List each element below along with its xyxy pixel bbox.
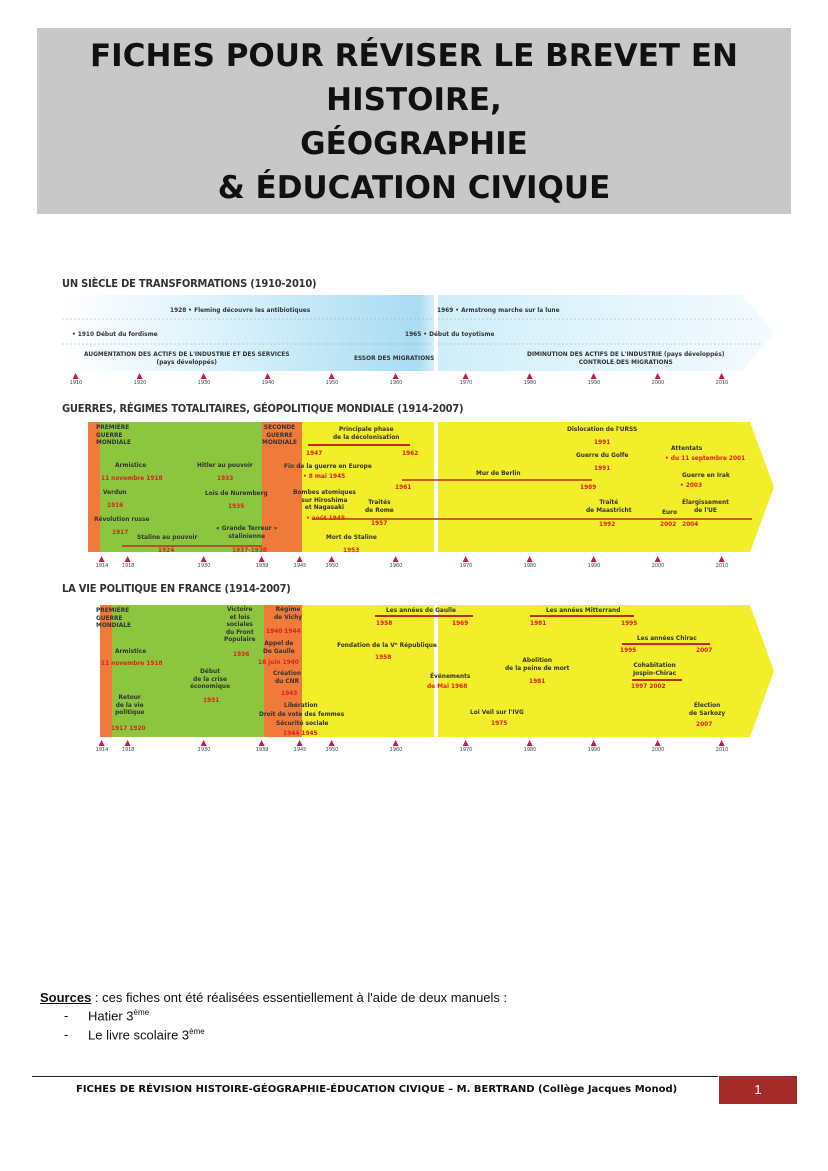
frise2-title: GUERRES, RÉGIMES TOTALITAIRES, GÉOPOLITIQUE MONDIALE (1914-2007) bbox=[62, 402, 464, 415]
frise1-tick: 2000 bbox=[652, 373, 665, 386]
frise2-euro: Euro bbox=[662, 508, 678, 516]
frise3-vrep-year: 1958 bbox=[375, 653, 392, 661]
bullet-dash: - bbox=[64, 1008, 69, 1024]
frise3-ww1 bbox=[96, 607, 131, 630]
frise2-decol-end: 1962 bbox=[402, 449, 419, 457]
sources-item-hatier bbox=[64, 1008, 149, 1023]
footer-rule bbox=[32, 1076, 718, 1077]
frise2-terreur-l2: stalinienne bbox=[228, 531, 266, 540]
frise3-gaulle-start: 1958 bbox=[376, 619, 393, 627]
frise3-ivg: Loi Veil sur l'IVG bbox=[470, 708, 524, 716]
frise3-retour-l3: politique bbox=[115, 708, 145, 716]
frise2-decol-l2: de la décolonisation bbox=[333, 432, 400, 441]
frise3-appel-date: 18 juin 1940 bbox=[258, 658, 299, 666]
frise3-abolition-year: 1981 bbox=[529, 677, 546, 685]
frise2-break bbox=[434, 420, 438, 555]
frise2-tick: 1945 bbox=[294, 556, 307, 569]
frise3-appel-l1: Appel de bbox=[264, 639, 294, 647]
frise3-vichy bbox=[274, 606, 302, 621]
frise3-armistice: Armistice bbox=[115, 647, 147, 655]
frise3-mai68-date: de Mai 1968 bbox=[427, 682, 468, 690]
frise2-maastricht bbox=[586, 499, 632, 514]
frise3-gaulle: Les années de Gaulle bbox=[386, 606, 457, 614]
footer-text: FICHES DE RÉVISION HISTOIRE-GÉOGRAPHIE-ÉDUCATION CIVIQUE – M. BERTRAND (Collège Jacques Monod) bbox=[76, 1084, 678, 1095]
frise1-tick: 1990 bbox=[588, 373, 601, 386]
frise2-ue-l1: Élargissement bbox=[682, 498, 729, 506]
frise3-sarkozy-l2: de Sarkozy bbox=[689, 708, 726, 717]
frise2-terreur-l1: « Grande Terreur » bbox=[216, 524, 278, 532]
frise3-tick: 1939 bbox=[256, 740, 269, 753]
frise3-tick: 2010 bbox=[716, 740, 729, 753]
frise3-crise-l2: de la crise bbox=[193, 674, 228, 683]
frise3-ww1-l2: GUERRE bbox=[96, 613, 123, 622]
frise3-chirac-start: 1995 bbox=[620, 646, 637, 654]
frise2-hitler: Hitler au pouvoir bbox=[197, 461, 253, 469]
frise3-mitterrand-rule bbox=[530, 615, 634, 617]
frise3-retour-l2: de la vie bbox=[115, 700, 144, 709]
frise2-decol-start: 1947 bbox=[306, 449, 323, 457]
frise3-cohab-l2: Jospin-Chirac bbox=[633, 668, 677, 677]
frise3-crise-l1: Début bbox=[200, 667, 221, 675]
frise2-armistice-date: 11 novembre 1918 bbox=[101, 474, 163, 482]
frise2-irak-year: • 2003 bbox=[680, 481, 703, 489]
frise2-ww2-l2: GUERRE bbox=[266, 430, 293, 439]
frise2-decol bbox=[333, 426, 399, 441]
frise2-tick: 1930 bbox=[198, 556, 211, 569]
sources-item-livre-scolaire bbox=[64, 1027, 205, 1042]
frise2-tick: 1939 bbox=[256, 556, 269, 569]
frise3-cnr-l2: du CNR bbox=[275, 676, 300, 685]
frise3-crise bbox=[190, 668, 230, 691]
frise2-ue-l2: de l'UE bbox=[694, 505, 717, 514]
title-line-2: HISTOIRE, bbox=[326, 82, 502, 118]
title-banner bbox=[37, 28, 791, 214]
frise3-chirac: Les années Chirac bbox=[637, 634, 697, 642]
frise3-cohab bbox=[633, 662, 676, 677]
frise2-ww1-l1: PREMIÈRE bbox=[96, 423, 130, 431]
frise2-fin-guerre: Fin de la guerre en Europe bbox=[284, 462, 372, 470]
frise3-tick: 1914 bbox=[96, 740, 109, 753]
bullet-dash: - bbox=[64, 1027, 69, 1043]
frise3-ivg-year: 1975 bbox=[491, 719, 508, 727]
frise3-sarkozy-year: 2007 bbox=[696, 720, 713, 728]
frise3-vichy-l1: Régime bbox=[275, 605, 301, 613]
frise1-tick: 1920 bbox=[134, 373, 147, 386]
frise2-verdun: Verdun bbox=[103, 488, 127, 496]
frise1-diminution-l2: CONTROLE DES MIGRATIONS bbox=[578, 357, 673, 366]
frise3-tick: 1945 bbox=[294, 740, 307, 753]
frise2-revolution: Révolution russe bbox=[94, 515, 150, 523]
frise3-retour-l1: Retour bbox=[118, 693, 141, 701]
sources-item-hatier-label: Hatier 3 bbox=[88, 1008, 134, 1024]
frise3-axis bbox=[62, 740, 777, 754]
frise2-traites-l1: Traités bbox=[368, 498, 391, 506]
frise3-break bbox=[434, 603, 438, 739]
frise1-tick: 2010 bbox=[716, 373, 729, 386]
frise3-mai68: Événements bbox=[430, 672, 471, 680]
frise1-fordisme: • 1910 Début du fordisme bbox=[72, 330, 158, 338]
frise1-tick: 1980 bbox=[524, 373, 537, 386]
frise2-revolution-year: 1917 bbox=[112, 528, 129, 536]
frise2-staline: Staline au pouvoir bbox=[137, 533, 198, 541]
frise2-golfe-year: 1991 bbox=[594, 464, 611, 472]
frise2-tick: 1914 bbox=[96, 556, 109, 569]
frise3-ww1-l3: MONDIALE bbox=[96, 621, 131, 629]
frise2-terreur-years: 1937-1938 bbox=[232, 546, 267, 554]
frise2-traites-year: 1957 bbox=[371, 519, 388, 527]
frise3-mitterrand-start: 1981 bbox=[530, 619, 547, 627]
frise2-ww1-l2: GUERRE bbox=[96, 430, 123, 439]
frise1-toyotisme: 1965 • Début du toyotisme bbox=[405, 330, 495, 338]
frise3-secu-years: 1944 1945 bbox=[283, 729, 318, 737]
frise2-tick: 1918 bbox=[122, 556, 135, 569]
title-line-1: FICHES POUR RÉVISER LE BREVET EN bbox=[90, 38, 738, 74]
frise2-bombes-l1: Bombes atomiques bbox=[293, 488, 356, 496]
frise2-maastricht-l1: Traité bbox=[599, 498, 619, 506]
frise3-tick: 1960 bbox=[390, 740, 403, 753]
frise3-tick: 1930 bbox=[198, 740, 211, 753]
frise2-attentats: Attentats bbox=[671, 444, 703, 452]
frise3-fp-l5: Populaire bbox=[224, 635, 256, 643]
frise2-tick: 1970 bbox=[460, 556, 473, 569]
frise3-appel bbox=[263, 640, 295, 655]
frise1-tick: 1970 bbox=[460, 373, 473, 386]
title-line-4: & ÉDUCATION CIVIQUE bbox=[217, 170, 611, 206]
frise1-axis bbox=[62, 373, 777, 387]
frise2-mur-start: 1961 bbox=[395, 483, 412, 491]
frise2-decol-rule bbox=[308, 444, 410, 446]
frise3-armistice-date: 11 novembre 1918 bbox=[101, 659, 163, 667]
frise2-armistice-label: Armistice bbox=[115, 461, 147, 469]
frise1-title: UN SIÈCLE DE TRANSFORMATIONS (1910-2010) bbox=[62, 277, 317, 290]
frise2-hitler-year: 1933 bbox=[217, 474, 234, 482]
frise2-bombes bbox=[293, 489, 356, 512]
frise3-tick: 1950 bbox=[326, 740, 339, 753]
frise2-maastricht-year: 1992 bbox=[599, 520, 616, 528]
frise3-gaulle-end: 1969 bbox=[452, 619, 469, 627]
sources-paragraph bbox=[40, 990, 507, 1005]
frise3-mitterrand: Les années Mitterrand bbox=[546, 606, 621, 614]
frise2-terreur bbox=[216, 525, 277, 540]
frise1-diminution-l1: DIMINUTION DES ACTIFS DE L'INDUSTRIE (pays développés) bbox=[527, 350, 725, 358]
frise1-augmentation-l2: (pays développés) bbox=[156, 357, 217, 366]
frise3-fp-year: 1936 bbox=[233, 650, 250, 658]
frise3-cnr-year: 1943 bbox=[281, 689, 298, 697]
frise2-ww1 bbox=[96, 424, 131, 447]
frise2-nuremberg-year: 1935 bbox=[228, 502, 245, 510]
frise1-tick: 1930 bbox=[198, 373, 211, 386]
frise2-tick: 1950 bbox=[326, 556, 339, 569]
title-line-3: GÉOGRAPHIE bbox=[300, 126, 528, 162]
frise3-secu: Sécurité sociale bbox=[276, 719, 329, 727]
frise3-cohab-rule bbox=[632, 679, 682, 681]
frise3-cohab-years: 1997 2002 bbox=[631, 682, 666, 690]
frise2-tick: 1980 bbox=[524, 556, 537, 569]
frise1-augmentation bbox=[84, 351, 289, 366]
frise3-fp-l1: Victoire bbox=[226, 605, 253, 613]
frise2-nuremberg: Lois de Nuremberg bbox=[205, 489, 268, 497]
page-number: 1 bbox=[719, 1076, 797, 1104]
frise2-fin-guerre-date: • 8 mai 1945 bbox=[303, 472, 346, 480]
sources-label: Sources bbox=[40, 990, 92, 1005]
frise2-traites-l2: de Rome bbox=[365, 505, 394, 514]
frise2-mort-staline: Mort de Staline bbox=[326, 533, 377, 541]
frise2-tick: 2000 bbox=[652, 556, 665, 569]
sources-item-hatier-sup: ème bbox=[133, 1008, 150, 1017]
frise3-chirac-rule bbox=[622, 643, 710, 645]
frise2-attentats-date: • du 11 septembre 2001 bbox=[665, 454, 746, 462]
frise3-tick: 2000 bbox=[652, 740, 665, 753]
frise3-abolition-l2: de la peine de mort bbox=[505, 663, 570, 672]
frise3-ww1-l1: PREMIÈRE bbox=[96, 606, 130, 614]
frise3-tick: 1980 bbox=[524, 740, 537, 753]
frise2-tick: 1990 bbox=[588, 556, 601, 569]
frise2-bombes-date: • août 1945 bbox=[306, 514, 346, 522]
frise3-appel-l2: De Gaulle bbox=[263, 646, 295, 655]
frise1-tick: 1950 bbox=[326, 373, 339, 386]
frise3-crise-l3: économique bbox=[190, 682, 231, 690]
frise2-staline-year: 1924 bbox=[158, 546, 175, 554]
frise1-armstrong: 1969 • Armstrong marche sur la lune bbox=[437, 306, 560, 314]
frise1-tick: 1960 bbox=[390, 373, 403, 386]
frise3-cnr-l1: Création bbox=[273, 669, 302, 677]
frise2-mort-staline-year: 1953 bbox=[343, 546, 360, 554]
frise1-essor: ESSOR DES MIGRATIONS bbox=[354, 354, 435, 362]
frise1-augmentation-l1: AUGMENTATION DES ACTIFS DE L'INDUSTRIE ET DES SERVICES bbox=[84, 350, 290, 358]
sources-text: : ces fiches ont été réalisées essentiellement à l'aide de deux manuels : bbox=[91, 990, 508, 1005]
frise3-tick: 1990 bbox=[588, 740, 601, 753]
frise2-ww2 bbox=[262, 424, 297, 447]
frise2-bombes-l3: et Nagasaki bbox=[304, 503, 344, 511]
frise3-abolition-l1: Abolition bbox=[522, 656, 553, 664]
frise2-decol-l1: Principale phase bbox=[338, 425, 394, 433]
frise3-cohab-l1: Cohabitation bbox=[633, 661, 676, 669]
frise2-axis bbox=[62, 556, 777, 570]
frise2-ww1-l3: MONDIALE bbox=[96, 438, 131, 446]
frise2-traites bbox=[365, 499, 394, 514]
frise3-sarkozy bbox=[689, 702, 725, 717]
frise3-abolition bbox=[505, 657, 569, 672]
frise3-cnr bbox=[273, 670, 301, 685]
frise2-ue bbox=[682, 499, 729, 514]
frise2-maastricht-l2: de Maastricht bbox=[586, 505, 632, 514]
frise2-mur-end: 1989 bbox=[580, 483, 597, 491]
frise3-chirac-end: 2007 bbox=[696, 646, 713, 654]
frise3-crise-year: 1931 bbox=[203, 696, 220, 704]
frise1-tick: 1940 bbox=[262, 373, 275, 386]
frise3-tick: 1918 bbox=[122, 740, 135, 753]
frise2-urss: Dislocation de l'URSS bbox=[567, 425, 638, 433]
frise3-vrep: Fondation de la Vᵉ République bbox=[337, 641, 437, 649]
frise2-golfe: Guerre du Golfe bbox=[576, 451, 629, 459]
frise2-ww2-l1: SECONDE bbox=[263, 423, 296, 431]
frise3-retour-years: 1917 1920 bbox=[111, 724, 146, 732]
frise2-euro-year: 2002 bbox=[660, 520, 677, 528]
frise2-bombes-l2: sur Hiroshima bbox=[301, 495, 348, 504]
frise2-irak: Guerre en Irak bbox=[682, 471, 730, 479]
frise3-fp-l4: du Front bbox=[225, 627, 254, 636]
frise3-fp bbox=[224, 606, 255, 644]
frise1-fleming: 1928 • Fleming découvre les antibiotiques bbox=[170, 306, 311, 314]
frise2-armistice bbox=[115, 462, 146, 470]
frise2-verdun-year: 1916 bbox=[107, 501, 124, 509]
frise3-vote: Droit de vote des femmes bbox=[259, 710, 345, 718]
frise2-ue-year: 2004 bbox=[682, 520, 699, 528]
frise2-ww2-l3: MONDIALE bbox=[262, 438, 297, 446]
frise3-tick: 1970 bbox=[460, 740, 473, 753]
frise3-retour bbox=[115, 694, 144, 717]
frise3-vichy-l2: de Vichy bbox=[274, 612, 303, 621]
frise2-mur: Mur de Berlin bbox=[476, 469, 521, 477]
frise3-mitterrand-end: 1995 bbox=[621, 619, 638, 627]
frise1-diminution bbox=[527, 351, 724, 366]
frise3-fp-l3: sociales bbox=[226, 620, 253, 628]
frise3-liberation: Libération bbox=[284, 701, 318, 709]
sources-item-livre-scolaire-sup: ème bbox=[189, 1027, 205, 1036]
frise2-urss-year: 1991 bbox=[594, 438, 611, 446]
frise2-tick: 2010 bbox=[716, 556, 729, 569]
frise3-title: LA VIE POLITIQUE EN FRANCE (1914-2007) bbox=[62, 582, 291, 595]
frise3-vichy-years: 1940 1944 bbox=[266, 627, 301, 635]
frise2-tick: 1960 bbox=[390, 556, 403, 569]
frise1-tick: 1910 bbox=[70, 373, 83, 386]
frise3-gaulle-rule bbox=[375, 615, 473, 617]
frise3-sarkozy-l1: Élection bbox=[693, 701, 721, 709]
sources-item-livre-scolaire-label: Le livre scolaire 3 bbox=[88, 1027, 190, 1043]
frise3-fp-l2: et lois bbox=[229, 612, 250, 621]
